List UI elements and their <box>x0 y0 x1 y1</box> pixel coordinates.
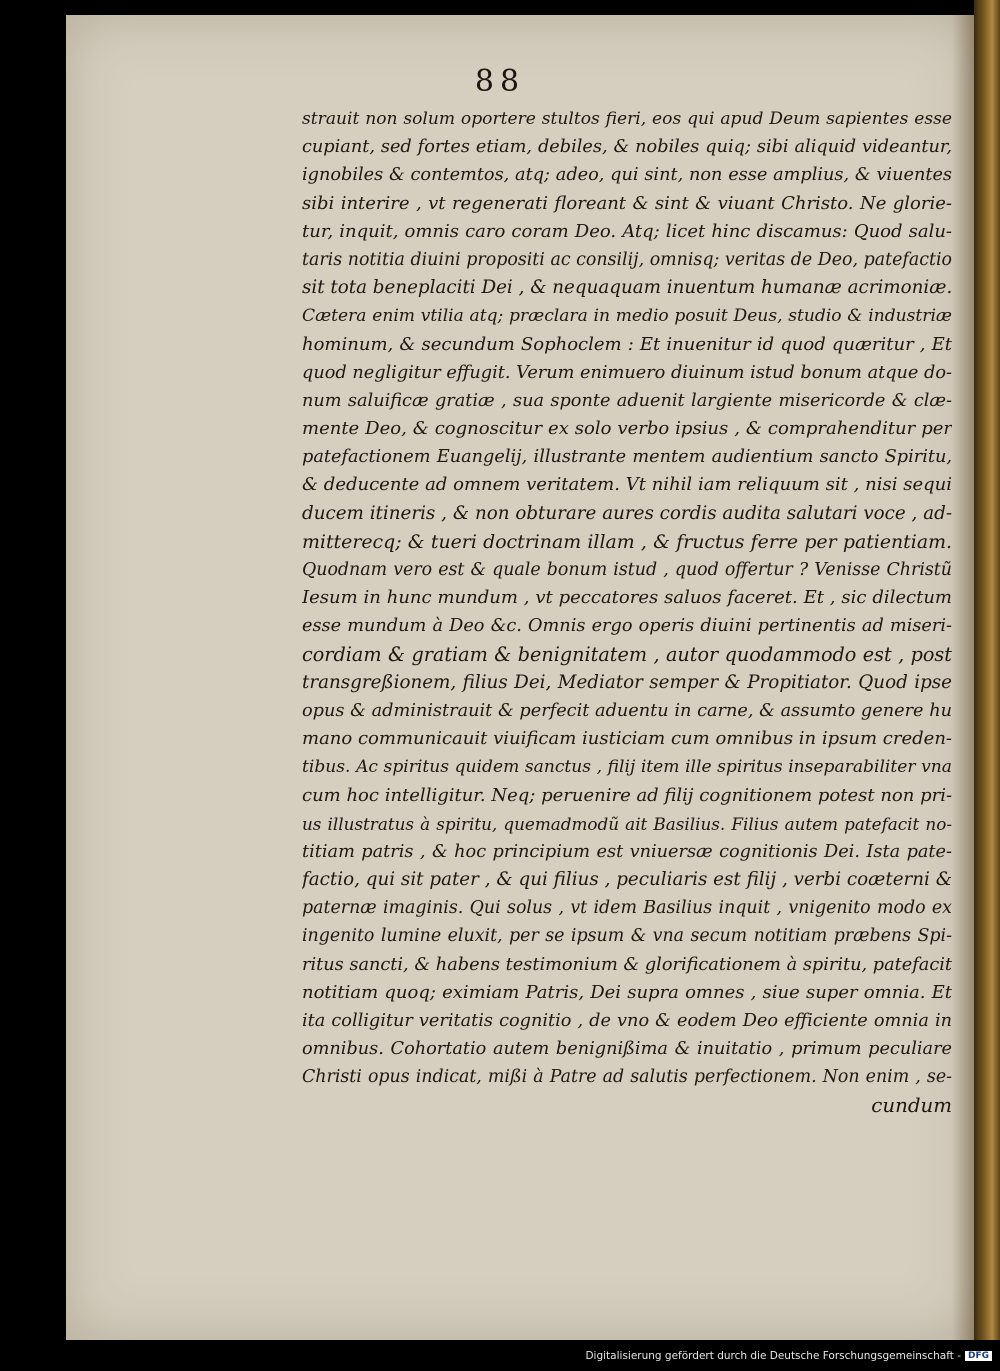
text-line: num saluificæ gratiæ , sua sponte aduenit largiente misericorde & clæ- <box>302 390 952 411</box>
text-line: ita colligitur veritatis cognitio , de vno & eodem Deo efficiente omnia in <box>302 1011 952 1031</box>
text-line: cundum <box>871 1093 952 1117</box>
text-line: Quodnam vero est & quale bonum istud , quod offertur ? Venisse Christũ <box>302 560 952 580</box>
text-line: paternæ imaginis. Qui solus , vt idem Basilius inquit , vnigenito modo ex <box>302 898 952 919</box>
text-line: opus & administrauit & perfecit aduentu in carne, & assumto genere hu <box>302 700 952 721</box>
text-line: ignobiles & contemtos, atq; adeo, qui sint, non esse amplius, & viuentes <box>302 165 952 186</box>
text-line: tur, inquit, omnis caro coram Deo. Atq; licet hinc discamus: Quod salu- <box>302 220 952 242</box>
text-line: us illustratus à spiritu, quemadmodũ ait Basilius. Filius autem patefacit no- <box>302 813 952 834</box>
text-line: tibus. Ac spiritus quidem sanctus , filij item ille spiritus inseparabiliter vna <box>302 757 952 778</box>
text-line: transgreßionem, filius Dei, Mediator semper & Propitiator. Quod ipse <box>302 671 952 693</box>
body-text <box>302 105 952 1120</box>
text-line: sibi interire , vt regenerati floreant & sint & viuant Christo. Ne glorie- <box>302 192 952 214</box>
text-line: ritus sancti, & habens testimonium & glorificationem à spiritu, patefacit <box>302 954 952 975</box>
dfg-logo: DFG <box>965 1351 992 1361</box>
page-number: 88 <box>474 64 526 99</box>
text-line: mitterecq; & tueri doctrinam illam , & fructus ferre per patientiam. <box>302 530 952 553</box>
book-spine <box>974 0 1000 1340</box>
text-line: patefactionem Euangelij, illustrante mentem audientium sancto Spiritu, <box>302 447 952 468</box>
text-line: titiam patris , & hoc principium est vniuersæ cognitionis Dei. Ista pate- <box>302 841 952 862</box>
text-line: Cætera enim vtilia atq; præclara in medio posuit Deus, studio & industriæ <box>302 306 952 327</box>
text-line: quod negligitur effugit. Verum enimuero diuinum istud bonum atque do- <box>302 362 952 383</box>
text-line: & deducente ad omnem veritatem. Vt nihil iam reliquum sit , nisi sequi <box>302 474 952 496</box>
text-line: hominum, & secundum Sophoclem : Et inuenitur id quod quæritur , Et <box>302 333 952 355</box>
text-line: ingenito lumine eluxit, per se ipsum & vna secum notitiam præbens Spi- <box>302 926 952 947</box>
text-line: cupiant, sed fortes etiam, debiles, & nobiles quiq; sibi aliquid videantur, <box>302 137 952 158</box>
text-line: esse mundum à Deo &c. Omnis ergo operis diuini pertinentis ad miseri- <box>302 616 952 637</box>
text-line: Iesum in hunc mundum , vt peccatores saluos faceret. Et , sic dilectum <box>302 587 952 609</box>
footer <box>0 1350 992 1362</box>
text-line: notitiam quoq; eximiam Patris, Dei supra omnes , siue super omnia. Et <box>302 981 952 1003</box>
text-line: taris notitia diuini propositi ac consilij, omnisq; veritas de Deo, patefactio <box>302 249 952 270</box>
text-line: strauit non solum oportere stultos fieri, eos qui apud Deum sapientes esse <box>302 109 952 129</box>
text-line: cordiam & gratiam & benignitatem , autor quodammodo est , post <box>302 642 952 666</box>
text-line: mano communicauit viuificam iusticiam cum omnibus in ipsum creden- <box>302 728 952 750</box>
text-line: cum hoc intelligitur. Neq; peruenire ad filij cognitionem potest non pri- <box>302 784 952 806</box>
funding-notice: Digitalisierung gefördert durch die Deutsche Forschungsgemeinschaft - <box>585 1350 961 1362</box>
text-line: omnibus. Cohortatio autem benignißima & inuitatio , primum peculiare <box>302 1039 952 1060</box>
text-line: sit tota beneplaciti Dei , & nequaquam inuentum humanæ acrimoniæ. <box>302 277 952 299</box>
text-line: ducem itineris , & non obturare aures cordis audita salutari voce , ad- <box>302 502 952 524</box>
text-line: factio, qui sit pater , & qui filius , peculiaris est filij , verbi coæterni & <box>302 869 952 891</box>
text-line: mente Deo, & cognoscitur ex solo verbo ipsius , & comprahenditur per <box>302 418 952 440</box>
text-line: Christi opus indicat, mißi à Patre ad salutis perfectionem. Non enim , se- <box>302 1067 952 1088</box>
